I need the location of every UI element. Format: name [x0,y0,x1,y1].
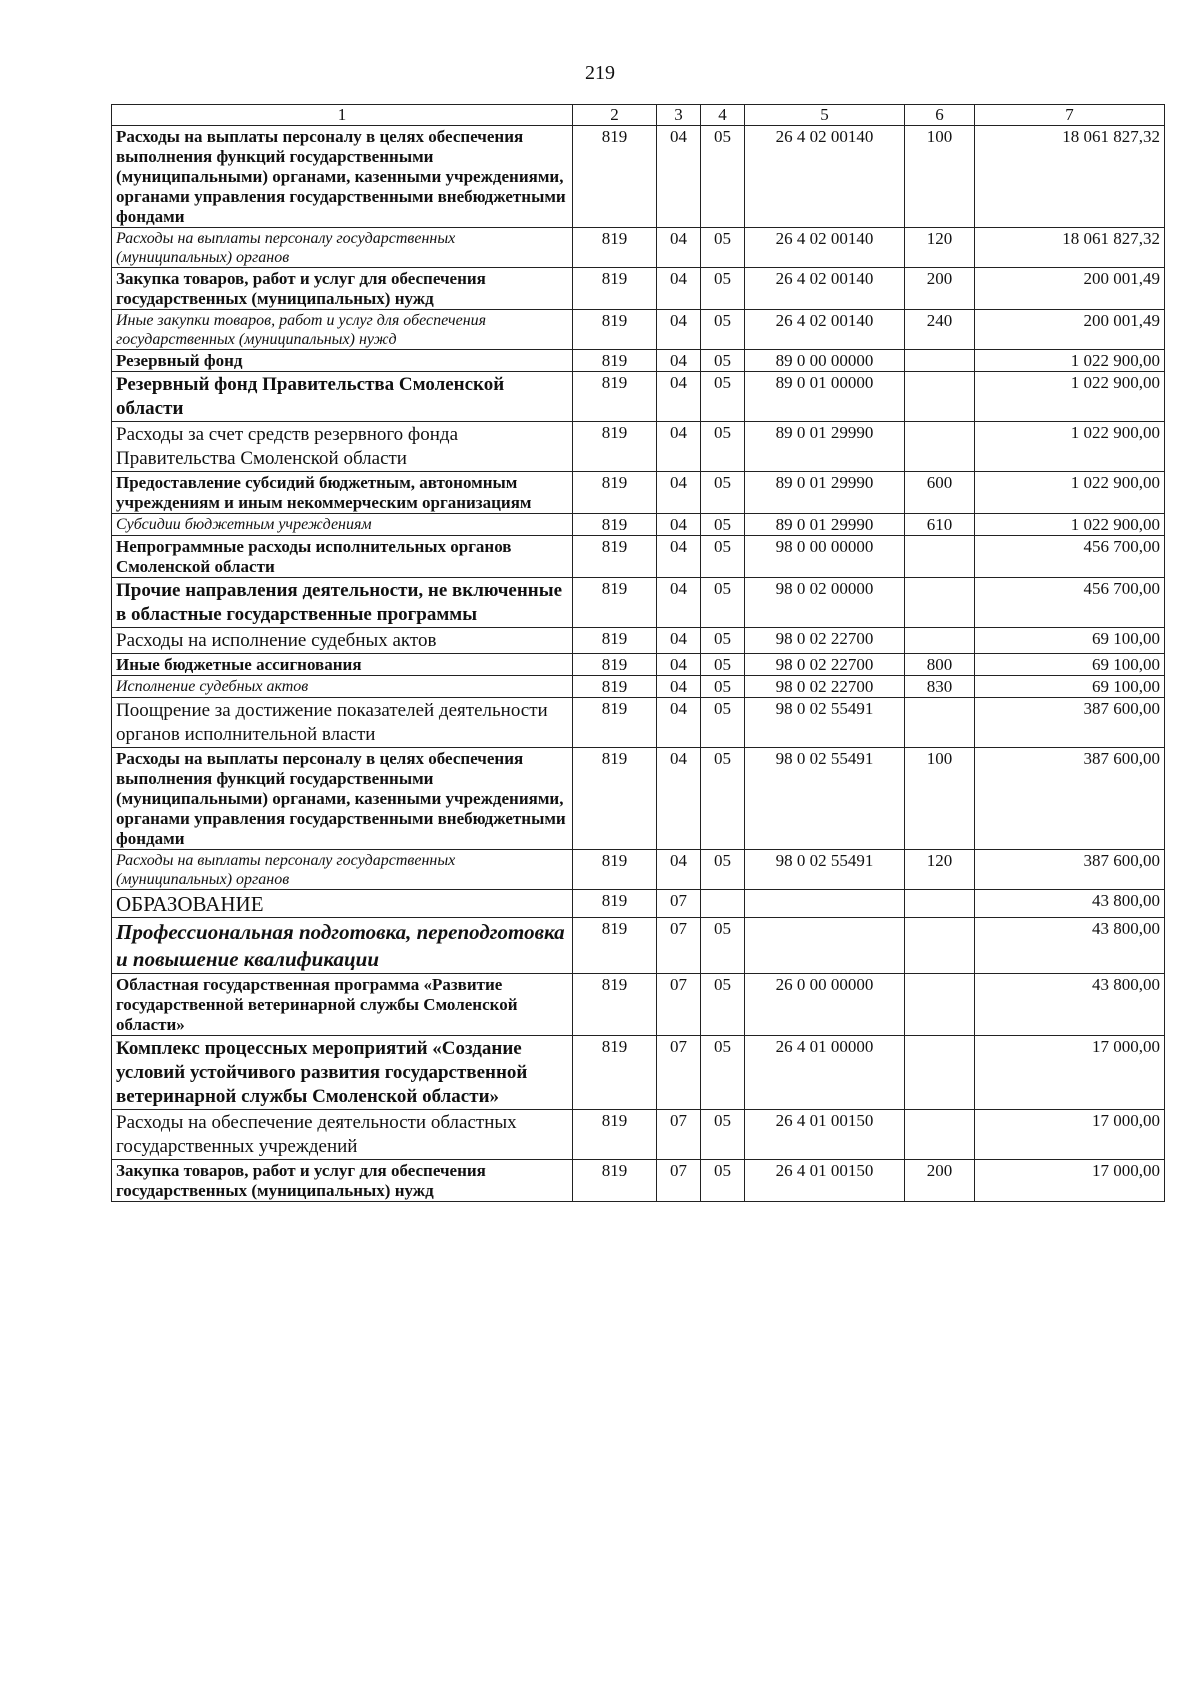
subsection-code [701,890,745,918]
subsection-code: 05 [701,676,745,698]
section-code: 04 [657,372,701,422]
target-article-code [745,918,905,974]
amount: 387 600,00 [975,748,1165,850]
table-row [112,1160,1165,1202]
ministry-code: 819 [573,890,657,918]
expense-type-code [905,1110,975,1160]
subsection-code: 05 [701,472,745,514]
item-name: Закупка товаров, работ и услуг для обеспечения государственных (муниципальных) нужд [112,1160,573,1202]
amount: 1 022 900,00 [975,472,1165,514]
item-name: Расходы на выплаты персоналу государственных (муниципальных) органов [112,228,573,268]
ministry-code: 819 [573,268,657,310]
target-article-code: 26 4 01 00150 [745,1160,905,1202]
section-code: 04 [657,698,701,748]
subsection-code: 05 [701,918,745,974]
section-code: 04 [657,422,701,472]
section-code: 04 [657,514,701,536]
item-name: Профессиональная подготовка, переподготовка и повышение квалификации [112,918,573,974]
subsection-code: 05 [701,654,745,676]
expense-type-code [905,372,975,422]
item-name: Расходы на обеспечение деятельности областных государственных учреждений [112,1110,573,1160]
item-name: Субсидии бюджетным учреждениям [112,514,573,536]
column-header: 1 [112,105,573,126]
column-header: 2 [573,105,657,126]
amount: 43 800,00 [975,890,1165,918]
ministry-code: 819 [573,918,657,974]
target-article-code: 98 0 02 22700 [745,676,905,698]
item-name: Резервный фонд [112,350,573,372]
amount: 69 100,00 [975,654,1165,676]
ministry-code: 819 [573,676,657,698]
ministry-code: 819 [573,536,657,578]
target-article-code: 98 0 02 22700 [745,654,905,676]
target-article-code [745,890,905,918]
table-row [112,578,1165,628]
expense-type-code: 100 [905,748,975,850]
section-code: 04 [657,310,701,350]
amount: 43 800,00 [975,918,1165,974]
subsection-code: 05 [701,228,745,268]
table-row [112,310,1165,350]
amount: 1 022 900,00 [975,514,1165,536]
amount: 69 100,00 [975,676,1165,698]
expense-type-code [905,422,975,472]
item-name: Расходы на исполнение судебных актов [112,628,573,654]
table-row [112,698,1165,748]
table-row [112,268,1165,310]
item-name: Исполнение судебных актов [112,676,573,698]
target-article-code: 98 0 02 55491 [745,748,905,850]
table-row [112,748,1165,850]
section-code: 07 [657,1160,701,1202]
ministry-code: 819 [573,578,657,628]
subsection-code: 05 [701,698,745,748]
target-article-code: 89 0 01 29990 [745,422,905,472]
item-name: Закупка товаров, работ и услуг для обеспечения государственных (муниципальных) нужд [112,268,573,310]
amount: 200 001,49 [975,310,1165,350]
subsection-code: 05 [701,1036,745,1110]
expense-type-code [905,890,975,918]
column-header: 7 [975,105,1165,126]
column-header: 4 [701,105,745,126]
amount: 456 700,00 [975,578,1165,628]
table-header-row [112,105,1165,126]
expense-type-code [905,698,975,748]
amount: 69 100,00 [975,628,1165,654]
target-article-code: 98 0 02 55491 [745,698,905,748]
amount: 17 000,00 [975,1160,1165,1202]
subsection-code: 05 [701,1110,745,1160]
target-article-code: 98 0 00 00000 [745,536,905,578]
ministry-code: 819 [573,422,657,472]
target-article-code: 89 0 01 00000 [745,372,905,422]
expense-type-code [905,350,975,372]
column-header: 6 [905,105,975,126]
table-row [112,654,1165,676]
expense-type-code [905,536,975,578]
table-row [112,974,1165,1036]
subsection-code: 05 [701,850,745,890]
section-code: 04 [657,676,701,698]
amount: 17 000,00 [975,1036,1165,1110]
ministry-code: 819 [573,350,657,372]
ministry-code: 819 [573,514,657,536]
budget-table [111,104,1165,1202]
target-article-code: 26 4 02 00140 [745,126,905,228]
target-article-code: 98 0 02 55491 [745,850,905,890]
subsection-code: 05 [701,748,745,850]
expense-type-code: 200 [905,1160,975,1202]
target-article-code: 26 4 02 00140 [745,310,905,350]
subsection-code: 05 [701,422,745,472]
table-row [112,536,1165,578]
target-article-code: 26 4 01 00000 [745,1036,905,1110]
item-name: Областная государственная программа «Развитие государственной ветеринарной службы Смоленской области» [112,974,573,1036]
amount: 456 700,00 [975,536,1165,578]
expense-type-code: 100 [905,126,975,228]
ministry-code: 819 [573,748,657,850]
amount: 200 001,49 [975,268,1165,310]
ministry-code: 819 [573,850,657,890]
amount: 18 061 827,32 [975,126,1165,228]
table-row [112,372,1165,422]
section-code: 07 [657,1110,701,1160]
expense-type-code: 200 [905,268,975,310]
item-name: Непрограммные расходы исполнительных органов Смоленской области [112,536,573,578]
item-name: ОБРАЗОВАНИЕ [112,890,573,918]
item-name: Иные бюджетные ассигнования [112,654,573,676]
expense-type-code: 120 [905,228,975,268]
target-article-code: 26 4 02 00140 [745,228,905,268]
section-code: 07 [657,918,701,974]
subsection-code: 05 [701,974,745,1036]
target-article-code: 89 0 00 00000 [745,350,905,372]
subsection-code: 05 [701,628,745,654]
item-name: Предоставление субсидий бюджетным, автономным учреждениям и иным некоммерческим организациям [112,472,573,514]
section-code: 04 [657,536,701,578]
target-article-code: 98 0 02 22700 [745,628,905,654]
amount: 387 600,00 [975,850,1165,890]
section-code: 04 [657,268,701,310]
column-header: 5 [745,105,905,126]
section-code: 04 [657,628,701,654]
expense-type-code: 610 [905,514,975,536]
column-header: 3 [657,105,701,126]
table-row [112,514,1165,536]
subsection-code: 05 [701,350,745,372]
target-article-code: 98 0 02 00000 [745,578,905,628]
page-number: 219 [585,62,615,84]
section-code: 04 [657,748,701,850]
ministry-code: 819 [573,698,657,748]
amount: 1 022 900,00 [975,372,1165,422]
item-name: Расходы на выплаты персоналу в целях обеспечения выполнения функций государственными (муниципальными) органами, казенными учреждениями, органами управления государственными внебюджетными фондами [112,748,573,850]
target-article-code: 89 0 01 29990 [745,472,905,514]
section-code: 04 [657,228,701,268]
target-article-code: 26 4 02 00140 [745,268,905,310]
amount: 387 600,00 [975,698,1165,748]
section-code: 04 [657,578,701,628]
table-body [112,126,1165,1202]
expense-type-code: 600 [905,472,975,514]
section-code: 07 [657,1036,701,1110]
ministry-code: 819 [573,1036,657,1110]
table-row [112,676,1165,698]
section-code: 04 [657,472,701,514]
table-row [112,350,1165,372]
item-name: Комплекс процессных мероприятий «Создание условий устойчивого развития государственной ветеринарной службы Смоленской области» [112,1036,573,1110]
ministry-code: 819 [573,1110,657,1160]
item-name: Прочие направления деятельности, не включенные в областные государственные программы [112,578,573,628]
subsection-code: 05 [701,372,745,422]
table-row [112,628,1165,654]
item-name: Иные закупки товаров, работ и услуг для обеспечения государственных (муниципальных) нужд [112,310,573,350]
ministry-code: 819 [573,372,657,422]
amount: 1 022 900,00 [975,350,1165,372]
expense-type-code [905,1036,975,1110]
item-name: Расходы за счет средств резервного фонда Правительства Смоленской области [112,422,573,472]
expense-type-code [905,974,975,1036]
amount: 43 800,00 [975,974,1165,1036]
subsection-code: 05 [701,536,745,578]
section-code: 04 [657,126,701,228]
amount: 18 061 827,32 [975,228,1165,268]
section-code: 04 [657,850,701,890]
ministry-code: 819 [573,310,657,350]
expense-type-code [905,578,975,628]
ministry-code: 819 [573,974,657,1036]
subsection-code: 05 [701,126,745,228]
item-name: Расходы на выплаты персоналу в целях обеспечения выполнения функций государственными (муниципальными) органами, казенными учреждениями, органами управления государственными внебюджетными фондами [112,126,573,228]
expense-type-code: 830 [905,676,975,698]
table-row [112,1110,1165,1160]
ministry-code: 819 [573,654,657,676]
subsection-code: 05 [701,310,745,350]
expense-type-code: 240 [905,310,975,350]
expense-type-code [905,918,975,974]
amount: 17 000,00 [975,1110,1165,1160]
table-row [112,422,1165,472]
section-code: 04 [657,350,701,372]
table-row [112,850,1165,890]
section-code: 07 [657,890,701,918]
subsection-code: 05 [701,1160,745,1202]
subsection-code: 05 [701,514,745,536]
item-name: Расходы на выплаты персоналу государственных (муниципальных) органов [112,850,573,890]
section-code: 04 [657,654,701,676]
ministry-code: 819 [573,472,657,514]
table-row [112,1036,1165,1110]
target-article-code: 26 0 00 00000 [745,974,905,1036]
target-article-code: 26 4 01 00150 [745,1110,905,1160]
section-code: 07 [657,974,701,1036]
expense-type-code [905,628,975,654]
ministry-code: 819 [573,628,657,654]
subsection-code: 05 [701,578,745,628]
table-row [112,890,1165,918]
ministry-code: 819 [573,228,657,268]
expense-type-code: 800 [905,654,975,676]
item-name: Поощрение за достижение показателей деятельности органов исполнительной власти [112,698,573,748]
amount: 1 022 900,00 [975,422,1165,472]
ministry-code: 819 [573,1160,657,1202]
table-row [112,126,1165,228]
subsection-code: 05 [701,268,745,310]
table-row [112,472,1165,514]
item-name: Резервный фонд Правительства Смоленской области [112,372,573,422]
expense-type-code: 120 [905,850,975,890]
table-row [112,918,1165,974]
target-article-code: 89 0 01 29990 [745,514,905,536]
ministry-code: 819 [573,126,657,228]
table-row [112,228,1165,268]
